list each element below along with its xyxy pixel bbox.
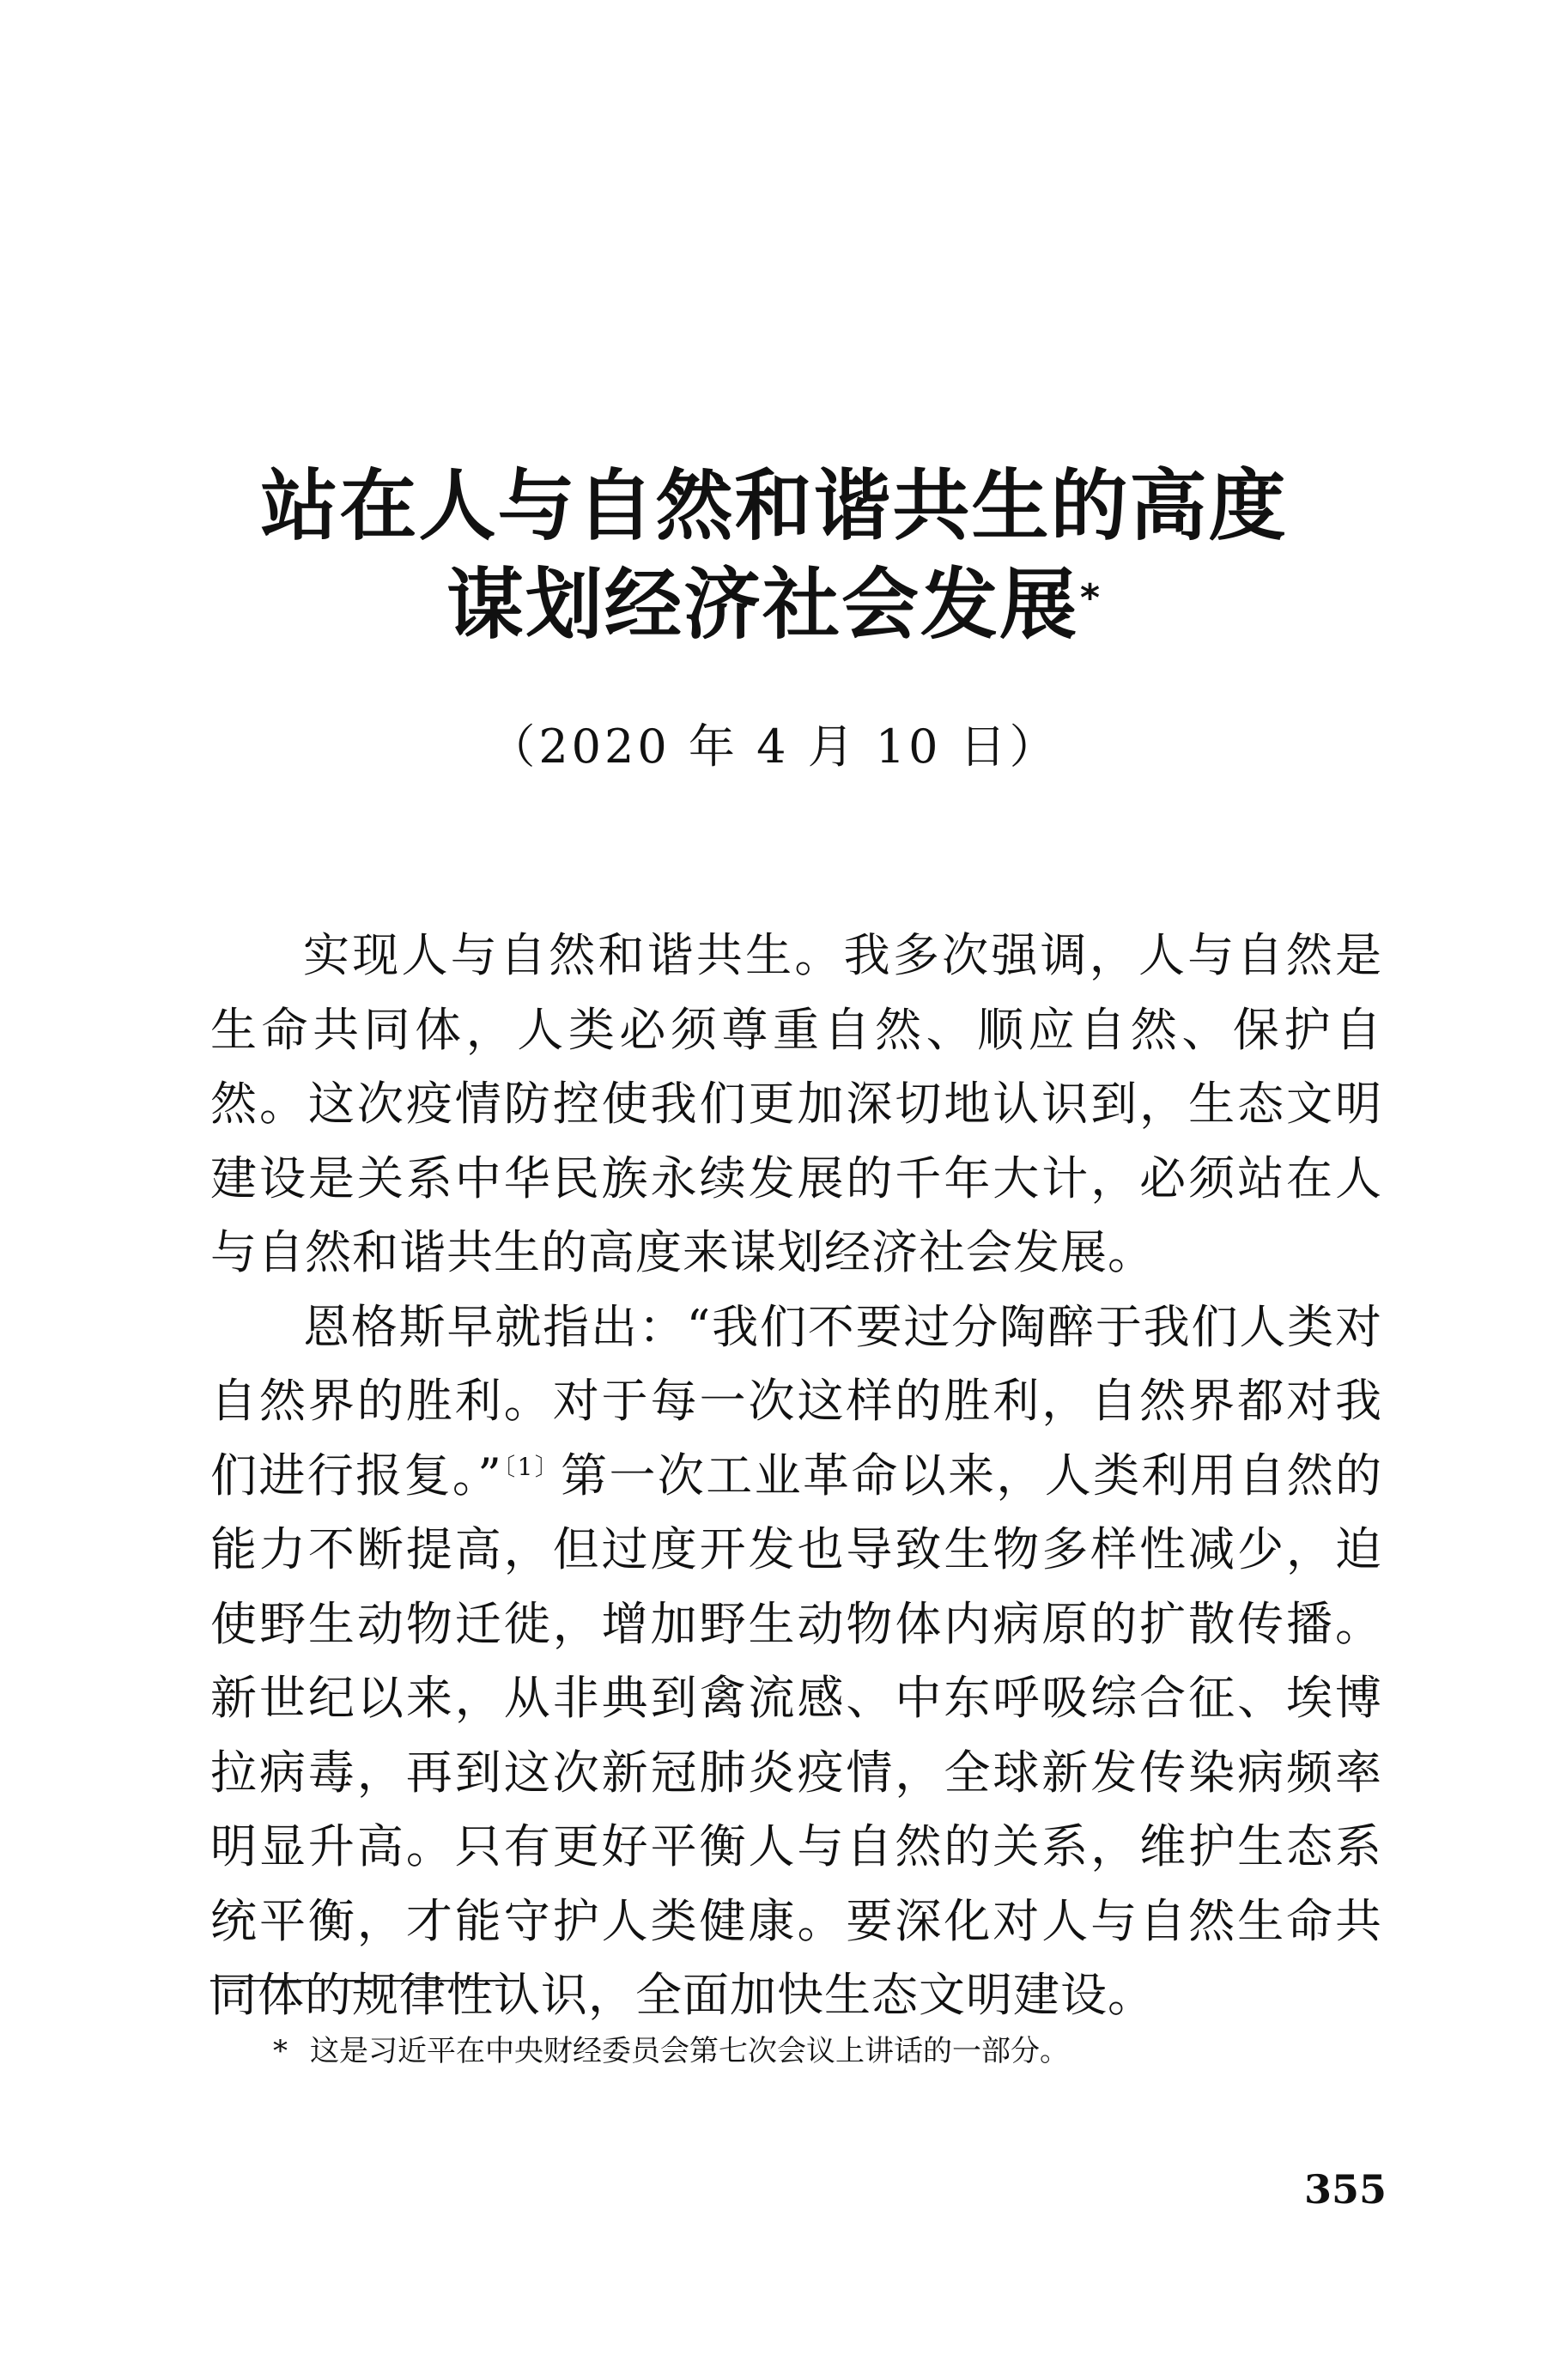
- title-footnote-marker: *: [1079, 576, 1102, 620]
- paragraph-2: [210, 1290, 1382, 2033]
- reference-marker: 〔1〕: [501, 1452, 562, 1481]
- body-text: [210, 919, 1382, 2033]
- title-line-1: 站在人与自然和谐共生的高度: [260, 461, 1288, 551]
- title-line-2-text: 谋划经济社会发展: [446, 560, 1078, 650]
- footnote: [273, 2030, 1069, 2073]
- footnote-marker: *: [273, 2034, 288, 2068]
- footnote-divider: [210, 1980, 519, 1982]
- footnote-text: 这是习近平在中央财经委员会第七次会议上讲话的一部分。: [310, 2034, 1069, 2068]
- paragraph-2-quote: 恩格斯早就指出：“我们不要过分陶醉于我们人类对自然界的胜利。对于每一次这样的胜利，自然界都对我们进行报复。”: [210, 1299, 1382, 1503]
- page-number: 355: [1303, 2166, 1387, 2213]
- paragraph-2-rest: 第一次工业革命以来，人类利用自然的能力不断提高，但过度开发也导致生物多样性减少，迫使野生动物迁徙，增加野生动物体内病原的扩散传播。新世纪以来，从非典到禽流感、中东呼吸综合征、埃博拉病毒，再到这次新冠肺炎疫情，全球新发传染病频率明显升高。只有更好平衡人与自然的关系，维护生态系统平衡，才能守护人类健康。要深化对人与自然生命共同体的规律性认识，全面加快生态文明建设。: [210, 1448, 1383, 2022]
- paragraph-1: 实现人与自然和谐共生。我多次强调，人与自然是生命共同体，人类必须尊重自然、顺应自然、保护自然。这次疫情防控使我们更加深切地认识到，生态文明建设是关系中华民族永续发展的千年大计，必须站在人与自然和谐共生的高度来谋划经济社会发展。: [210, 928, 1382, 1279]
- title-line-2: [155, 554, 1393, 657]
- speech-date: （2020 年 4 月 10 日）: [489, 719, 1059, 774]
